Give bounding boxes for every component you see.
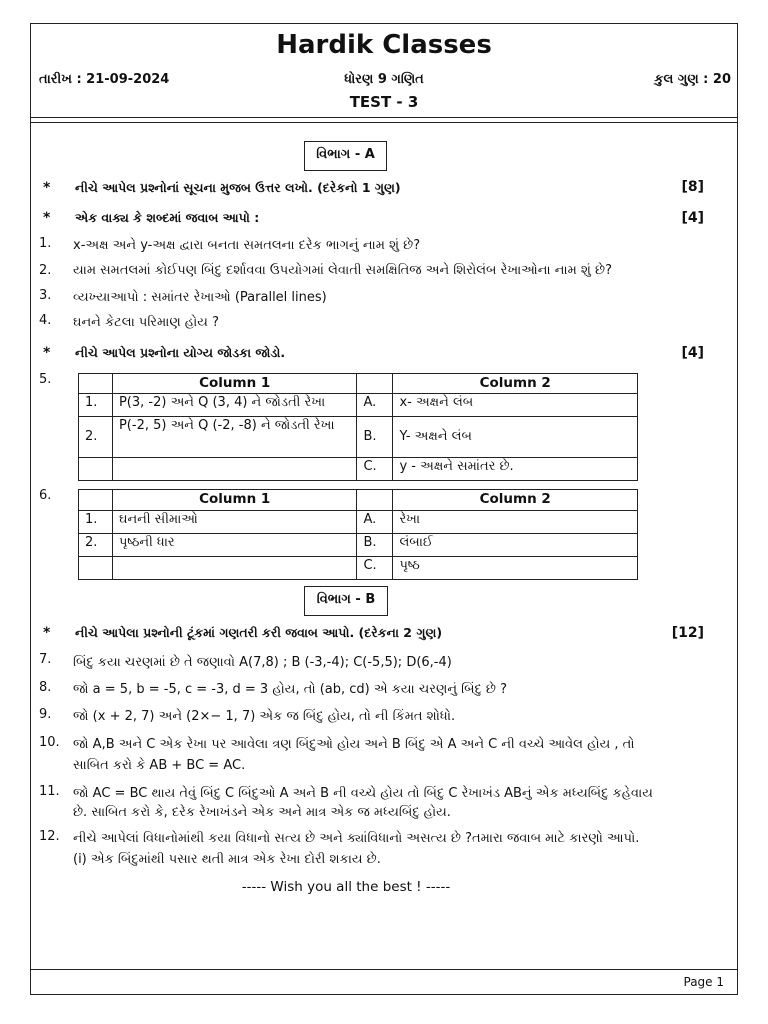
option-text: રેખા [393,511,638,534]
institute-title: Hardik Classes [276,30,492,60]
question-text: જો A,B અને C એક રેખા પર આવેલા ત્રણ બિંદુઓ હોય અને B બિંદુ એ A અને C ની વચ્ચે આવેલ હોય , તો [73,737,635,752]
question-number: 6. [39,488,52,503]
table-row [79,458,638,481]
table-cell [357,374,393,394]
table-row [79,557,638,580]
row-item: P(-2, 5) અને Q (-2, -8) ને જોડતી રેખા [112,417,357,458]
question-number: 1. [39,236,52,251]
option-letter: C. [357,458,393,481]
option-letter: A. [357,394,393,417]
row-item [112,458,357,481]
header-divider [30,117,738,118]
option-letter: A. [357,511,393,534]
total-marks: કુલ ગુણ : 20 [654,72,731,87]
footer-divider [30,969,738,970]
match-table-2 [78,489,638,580]
match-instruction: નીચે આપેલ પ્રશ્નોના યોગ્ય જોડકા જોડો. [75,345,286,360]
question-number: 12. [39,829,60,844]
section-a-label: વિભાગ - A [304,141,387,171]
table-header-row [79,490,638,511]
section-a-instruction: નીચે આપેલ પ્રશ્નોનાં સૂચના મુજબ ઉત્તર લખો. (દરેકનો 1 ગુણ) [75,180,401,195]
column-1-header: Column 1 [112,490,357,511]
column-1-header: Column 1 [112,374,357,394]
one-word-marks: [4] [681,210,704,226]
question-text-continued: છે. સાબિત કરો કે, દરેક રેખાખંડને એક અને માત્ર એક જ મધ્યબિંદુ હોય. [73,805,451,820]
test-name: TEST - 3 [349,93,419,111]
one-word-instruction: એક વાક્ય કે શબ્દમાં જવાબ આપો : [75,210,260,225]
section-a-marks: [8] [681,179,704,195]
question-number: 7. [39,652,52,667]
header-divider-2 [30,122,738,123]
row-number: 1. [79,394,113,417]
option-letter: B. [357,417,393,458]
section-b-instruction: નીચે આપેલા પ્રશ્નોની ટૂંકમાં ગણતરી કરી જવાબ આપો. (દરેકના 2 ગુણ) [75,625,443,640]
table-cell [357,490,393,511]
bullet-icon: * [43,625,51,641]
question-text: જો a = 5, b = -5, c = -3, d = 3 હોય, તો (ab, cd) એ કયા ચરણનું બિંદુ છે ? [73,682,508,697]
row-item: પૃષ્ઠની ધાર [112,534,357,557]
table-row [79,394,638,417]
closing-message: ----- Wish you all the best ! ----- [241,879,451,895]
option-text: x- અક્ષને લંબ [393,394,638,417]
row-item [112,557,357,580]
match-table-1 [78,373,638,481]
question-text: બિંદુ કયા ચરણમાં છે તે જણાવો A(7,8) ; B (-3,-4); C(-5,5); D(6,-4) [73,655,452,670]
match-marks: [4] [681,345,704,361]
table-row [79,417,638,458]
option-text: લંબાઈ [393,534,638,557]
question-number: 3. [39,288,52,303]
row-number: 2. [79,534,113,557]
option-letter: C. [357,557,393,580]
row-item: ઘનની સીમાઓ [112,511,357,534]
option-text: Y- અક્ષને લંબ [393,417,638,458]
question-text: x-અક્ષ અને y-અક્ષ દ્વારા બનતા સમતલના દરેક ભાગનું નામ શું છે? [73,238,421,253]
question-number: 5. [39,372,52,387]
question-text: ઘનને કેટલા પરિમાણ હોય ? [73,315,219,330]
bullet-icon: * [43,180,51,196]
question-number: 9. [39,707,52,722]
table-row [79,511,638,534]
table-header-row [79,374,638,394]
row-number: 1. [79,511,113,534]
table-cell [79,490,113,511]
question-number: 4. [39,313,52,328]
question-number: 10. [39,735,60,750]
question-text: જો (x + 2, 7) અને (2×− 1, 7) એક જ બિંદુ હોય, તો ની કિંમત શોધો. [73,709,456,724]
bullet-icon: * [43,210,51,226]
table-row [79,534,638,557]
row-number: 2. [79,417,113,458]
row-number [79,557,113,580]
column-2-header: Column 2 [393,490,638,511]
page-number: Page 1 [683,975,724,989]
question-text: જો AC = BC થાય તેવું બિંદુ C બિંદુઓ A અને B ની વચ્ચે હોય તો બિંદુ C રેખાખંડ ABનું એક મધ્યબિંદુ કહેવાય [73,786,653,801]
section-b-marks: [12] [671,625,704,641]
table-cell [79,374,113,394]
question-text-continued: સાબિત કરો કે AB + BC = AC. [73,758,246,773]
section-b-label: વિભાગ - B [304,586,388,616]
column-2-header: Column 2 [393,374,638,394]
question-text-continued: (i) એક બિંદુમાંથી પસાર થતી માત્ર એક રેખા દોરી શકાય છે. [73,852,381,867]
bullet-icon: * [43,345,51,361]
question-number: 8. [39,680,52,695]
question-text: નીચે આપેલાં વિધાનોમાંથી કયા વિધાનો સત્ય છે અને ક્યાંવિધાનો અસત્ય છે ?તમારા જવાબ માટે કારણો આપો. [73,831,640,846]
option-text: પૃષ્ઠ [393,557,638,580]
question-text: વ્યખ્યાઆપો : સમાંતર રેખાઓ (Parallel lines) [73,290,327,305]
question-number: 2. [39,263,52,278]
standard-subject: ધોરણ 9 ગણિત [344,72,424,87]
row-number [79,458,113,481]
option-letter: B. [357,534,393,557]
exam-date: તારીખ : 21-09-2024 [39,72,170,87]
option-text: y - અક્ષને સમાંતર છે. [393,458,638,481]
question-number: 11. [39,784,60,799]
question-text: યામ સમતલમાં કોઈપણ બિંદુ દર્શાવવા ઉપયોગમાં લેવાતી સમક્ષિતિજ અને શિરોલંબ રેખાઓના નામ શું છે? [73,263,613,278]
row-item: P(3, -2) અને Q (3, 4) ને જોડતી રેખા [112,394,357,417]
